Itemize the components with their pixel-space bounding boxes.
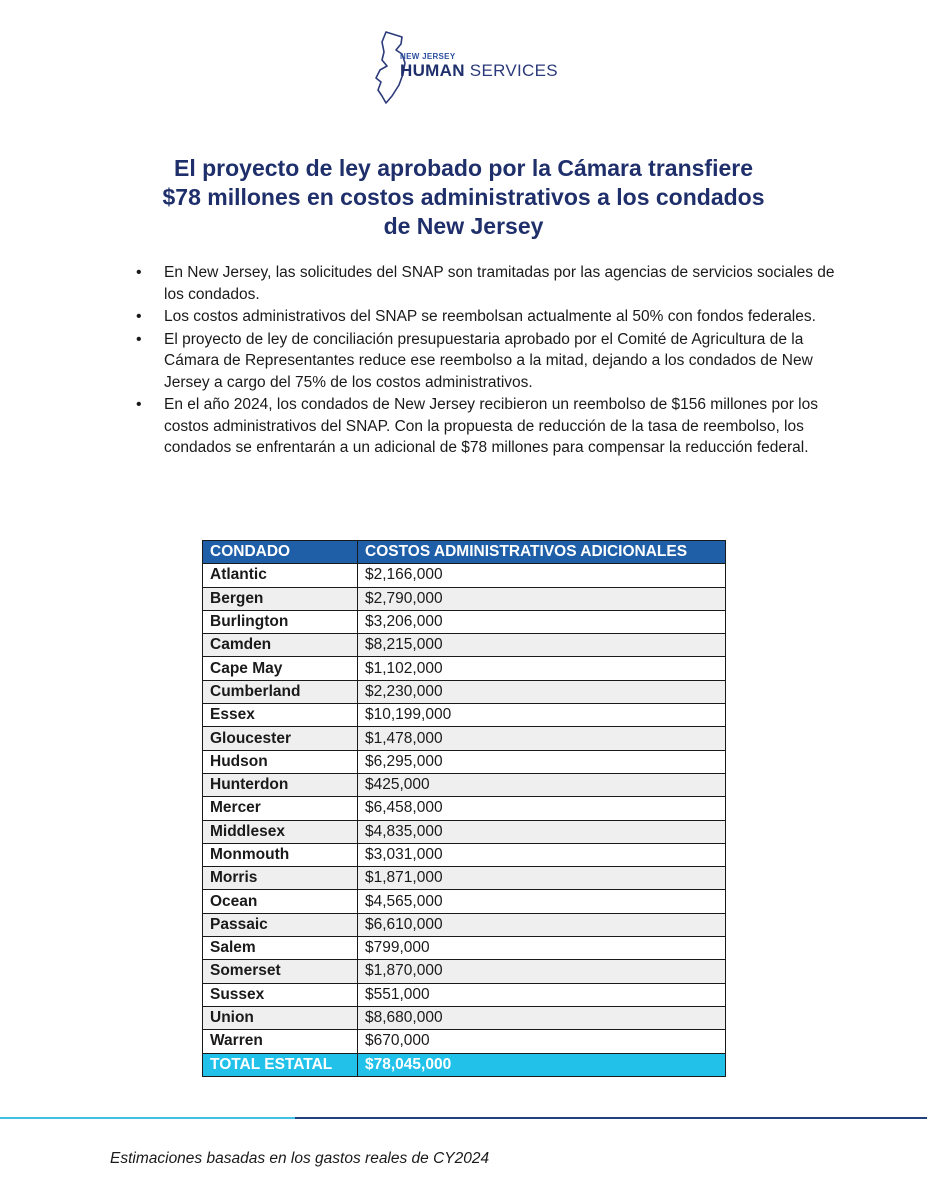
table-body (203, 564, 726, 1053)
county-name-cell: Essex (203, 704, 358, 727)
county-cost-cell: $1,870,000 (358, 960, 726, 983)
column-header-costs: COSTOS ADMINISTRATIVOS ADICIONALES (358, 541, 726, 564)
county-cost-cell: $3,206,000 (358, 610, 726, 633)
county-cost-cell: $1,871,000 (358, 867, 726, 890)
table-header-row (203, 541, 726, 564)
page-title (120, 154, 807, 241)
table-row (203, 960, 726, 983)
county-cost-cell: $4,565,000 (358, 890, 726, 913)
county-cost-cell: $3,031,000 (358, 843, 726, 866)
bullet-item: • En New Jersey, las solicitudes del SNAP son tramitadas por las agencias de servicios sociales de los condados. (136, 262, 856, 305)
county-cost-cell: $2,230,000 (358, 680, 726, 703)
nj-human-services-logo (372, 30, 562, 106)
bullet-item: • El proyecto de ley de conciliación presupuestaria aprobado por el Comité de Agricultura de la Cámara de Representantes reduce ese reembolso a la mitad, dejando a los condados de New Jersey a cargo del 75% de los costos administrativos. (136, 329, 856, 394)
county-name-cell: Passaic (203, 913, 358, 936)
table-row (203, 983, 726, 1006)
county-cost-cell: $1,102,000 (358, 657, 726, 680)
county-name-cell: Somerset (203, 960, 358, 983)
logo-new-jersey-text: NEW JERSEY (400, 52, 456, 61)
county-name-cell: Mercer (203, 797, 358, 820)
table-row (203, 773, 726, 796)
table-row (203, 634, 726, 657)
county-costs-table (202, 540, 726, 1077)
bullet-item: • En el año 2024, los condados de New Jersey recibieron un reembolso de $156 millones por los costos administrativos del SNAP. Con la propuesta de reducción de la tasa de reembolso, los condados se enfrentarán a un adicional de $78 millones para compensar la reducción federal. (136, 394, 856, 459)
county-cost-cell: $6,458,000 (358, 797, 726, 820)
county-name-cell: Ocean (203, 890, 358, 913)
county-cost-cell: $799,000 (358, 937, 726, 960)
table-row (203, 657, 726, 680)
county-name-cell: Hunterdon (203, 773, 358, 796)
county-name-cell: Middlesex (203, 820, 358, 843)
logo-services-word: SERVICES (464, 61, 558, 80)
county-name-cell: Atlantic (203, 564, 358, 587)
table-row (203, 727, 726, 750)
title-line-1: El proyecto de ley aprobado por la Cámara transfiere (173, 155, 754, 181)
table-row (203, 820, 726, 843)
total-value: $78,045,000 (358, 1053, 726, 1076)
county-cost-cell: $2,166,000 (358, 564, 726, 587)
county-cost-cell: $670,000 (358, 1030, 726, 1053)
table-row (203, 564, 726, 587)
table-row (203, 587, 726, 610)
county-cost-cell: $6,610,000 (358, 913, 726, 936)
logo-human-word: HUMAN (400, 61, 465, 80)
title-line-3: de New Jersey (383, 213, 544, 239)
county-name-cell: Hudson (203, 750, 358, 773)
county-cost-cell: $4,835,000 (358, 820, 726, 843)
county-cost-cell: $2,790,000 (358, 587, 726, 610)
county-name-cell: Cape May (203, 657, 358, 680)
table-row (203, 1030, 726, 1053)
table-row (203, 750, 726, 773)
footer-note: Estimaciones basadas en los gastos reales de CY2024 (110, 1150, 490, 1167)
table-row (203, 704, 726, 727)
county-cost-cell: $8,215,000 (358, 634, 726, 657)
table-row (203, 843, 726, 866)
county-name-cell: Burlington (203, 610, 358, 633)
footer-divider-light (0, 1117, 295, 1119)
table-row (203, 680, 726, 703)
total-label: TOTAL ESTATAL (203, 1053, 358, 1076)
county-cost-cell: $425,000 (358, 773, 726, 796)
county-cost-cell: $1,478,000 (358, 727, 726, 750)
table-row (203, 610, 726, 633)
table-row (203, 1006, 726, 1029)
total-row (203, 1053, 726, 1076)
county-name-cell: Morris (203, 867, 358, 890)
key-points-list (136, 262, 856, 460)
county-name-cell: Monmouth (203, 843, 358, 866)
logo-human-services-text (400, 61, 558, 81)
county-name-cell: Bergen (203, 587, 358, 610)
table-row (203, 797, 726, 820)
bullet-item: • Los costos administrativos del SNAP se reembolsan actualmente al 50% con fondos federales. (136, 306, 856, 328)
table-row (203, 913, 726, 936)
county-cost-cell: $8,680,000 (358, 1006, 726, 1029)
county-name-cell: Cumberland (203, 680, 358, 703)
county-name-cell: Salem (203, 937, 358, 960)
county-name-cell: Camden (203, 634, 358, 657)
footer-divider-dark (295, 1117, 927, 1119)
table-row (203, 890, 726, 913)
county-name-cell: Sussex (203, 983, 358, 1006)
county-name-cell: Warren (203, 1030, 358, 1053)
column-header-county: CONDADO (203, 541, 358, 564)
county-name-cell: Gloucester (203, 727, 358, 750)
county-cost-cell: $10,199,000 (358, 704, 726, 727)
county-name-cell: Union (203, 1006, 358, 1029)
table-row (203, 867, 726, 890)
county-cost-cell: $551,000 (358, 983, 726, 1006)
title-line-2: $78 millones en costos administrativos a los condados (162, 184, 765, 210)
county-cost-cell: $6,295,000 (358, 750, 726, 773)
table-row (203, 937, 726, 960)
